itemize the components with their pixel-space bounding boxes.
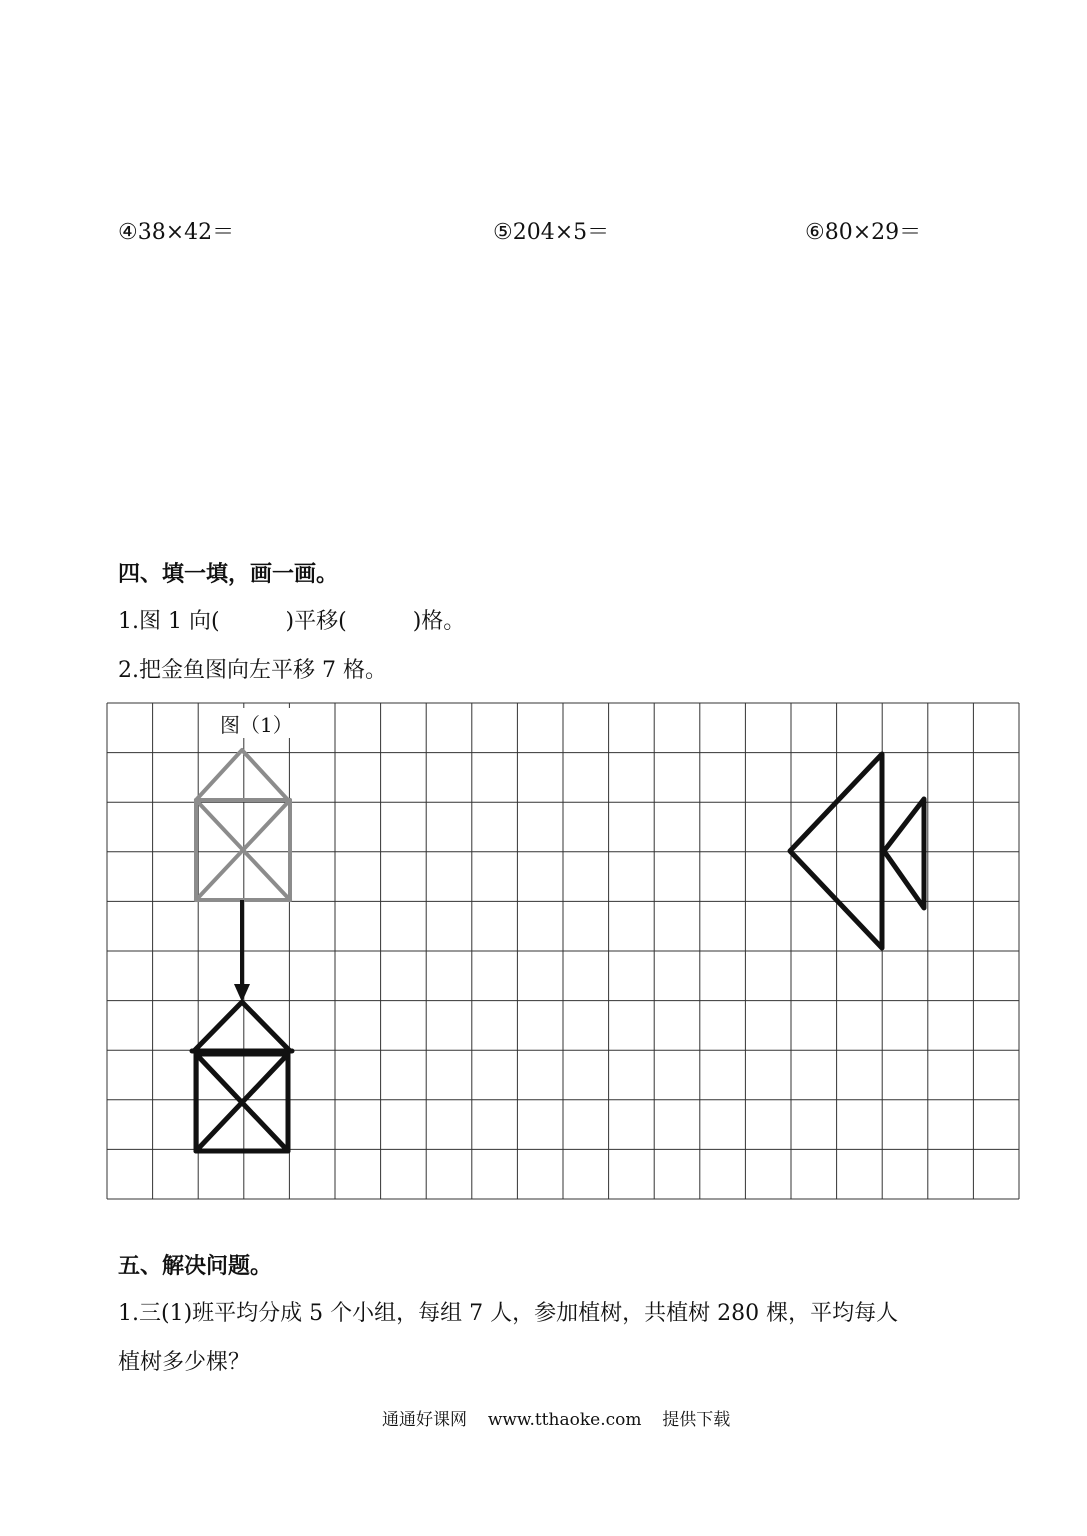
footer-suffix: 提供下载 <box>662 1410 731 1430</box>
translation-grid <box>106 702 1020 1200</box>
section-4-item-2: 2.把金鱼图向左平移 7 格。 <box>118 658 387 683</box>
problem-1-line-1: 1.三(1)班平均分成 5 个小组，每组 7 人，参加植树，共植树 280 棵，平均每人 <box>118 1301 899 1326</box>
goldfish-tail <box>884 799 924 908</box>
section-4-heading: 四、填一填，画一画。 <box>118 561 339 587</box>
footer-site-name: 通通好课网 <box>382 1410 467 1430</box>
goldfish-body <box>790 754 882 948</box>
house-translated-roof <box>194 1002 290 1051</box>
house-original <box>196 750 290 900</box>
section-5-heading: 五、解决问题。 <box>118 1253 273 1279</box>
problem-1-line-2: 植树多少棵？ <box>118 1350 251 1375</box>
exercise-6: ⑥80×29＝ <box>805 220 922 245</box>
exercise-5: ⑤204×5＝ <box>493 220 610 245</box>
house-original-roof <box>196 750 288 800</box>
footer-url[interactable]: www.tthaoke.com <box>487 1410 642 1430</box>
exercise-4: ④38×42＝ <box>118 220 235 245</box>
arrow-head-icon <box>234 984 250 1002</box>
section-4-item-1: 1.图 1 向( )平移( )格。 <box>118 609 466 634</box>
goldfish <box>790 754 924 948</box>
house-translated <box>192 1002 292 1151</box>
footer <box>382 1412 730 1429</box>
figure-1-label: 图（1） <box>220 713 293 737</box>
